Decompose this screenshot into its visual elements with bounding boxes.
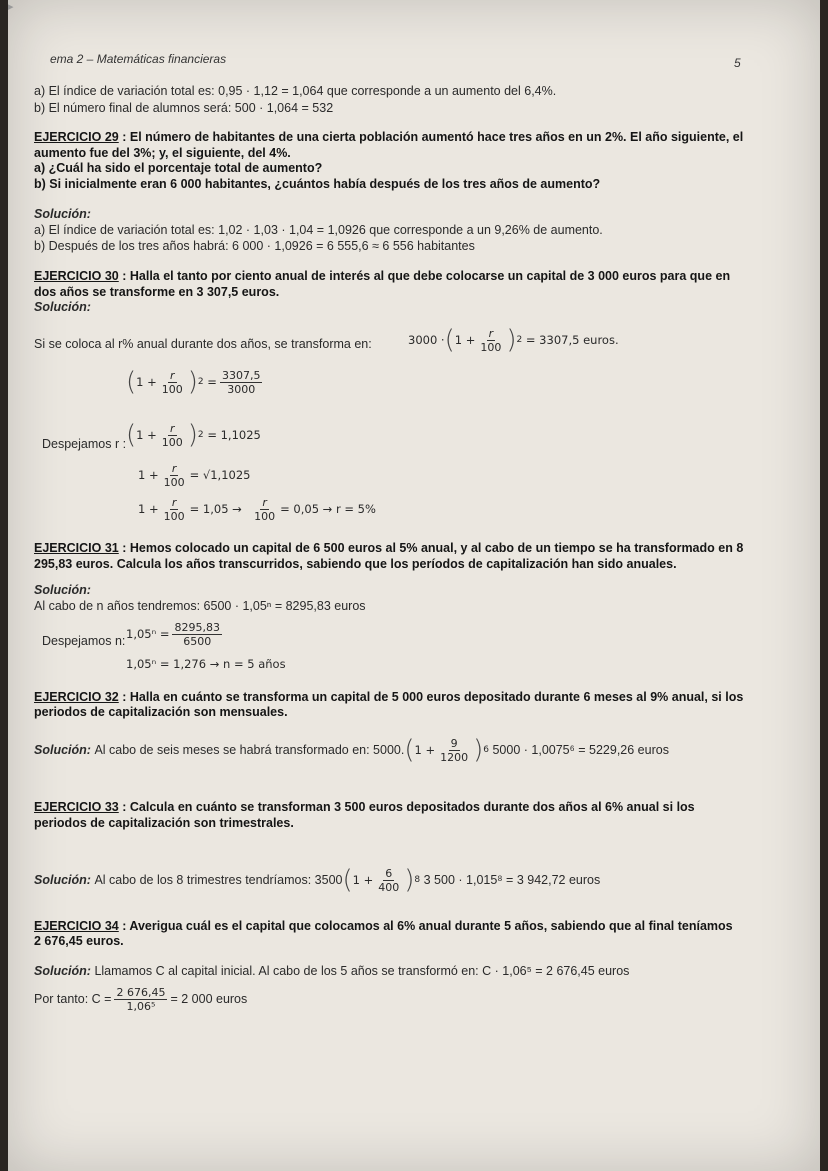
exercise-label: EJERCICIO 29	[34, 130, 119, 144]
formula-text: = 1,05 →	[189, 502, 242, 516]
exercise-text: periodos de capitalización son mensuales.	[34, 705, 288, 719]
exercise-33	[34, 800, 695, 814]
formula	[126, 616, 225, 652]
solution-heading: Solución:	[34, 743, 91, 757]
line: a) El índice de variación total es: 1,02 · 1,03 · 1,04 = 1,0926 que corresponde a un 9,26% de aumento.	[34, 223, 603, 237]
exercise-label: EJERCICIO 30	[34, 269, 119, 283]
document-page	[8, 0, 820, 1171]
solution-line	[34, 858, 600, 902]
formula-text: 1,05ⁿ =	[126, 627, 170, 641]
line: Por tanto: C =	[34, 992, 112, 1006]
line: Despejamos n:	[42, 634, 126, 648]
solution-heading: Solución:	[34, 873, 91, 887]
exercise-question: a) ¿Cuál ha sido el porcentaje total de aumento?	[34, 161, 323, 175]
fraction-denominator: 6500	[183, 634, 212, 648]
exercise-question: b) Si inicialmente eran 6 000 habitantes, ¿cuántos había después de los tres años de aumento?	[34, 177, 601, 191]
exercise-text: : Hemos colocado un capital de 6 500 euros al 5% anual, y al cabo de un tiempo se ha transformado en 8	[122, 541, 744, 555]
solution-heading: Solución:	[34, 300, 91, 314]
exercise-34	[34, 919, 733, 933]
line: b) El número final de alumnos será: 500 · 1,064 = 532	[34, 101, 334, 115]
fold-mark: ▸	[8, 1, 14, 13]
page-number: 5	[734, 56, 741, 70]
solution-heading: Solución:	[34, 207, 91, 221]
formula: 1 + $\frac{r}{100}$ = √1,1025	[138, 461, 251, 489]
exercise-text: 2 676,45 euros.	[34, 934, 124, 948]
line: Al cabo de seis meses se habrá transformado en: 5000.	[94, 743, 405, 757]
exercise-label: EJERCICIO 34	[34, 919, 119, 933]
exercise-text: : Halla en cuánto se transforma un capital de 5 000 euros depositado durante 6 meses al 9% anual, si los	[122, 690, 744, 704]
exercise-text: aumento fue del 3%; y, el siguiente, del 4%.	[34, 146, 291, 160]
formula-text: 3000 ·	[408, 333, 445, 347]
exercise-label: EJERCICIO 33	[34, 800, 119, 814]
line: = 2 000 euros	[170, 992, 248, 1006]
fraction-numerator: 3307,5	[221, 368, 261, 382]
exercise-text: : Halla el tanto por ciento anual de interés al que debe colocarse un capital de 3 000 euros para que en	[122, 269, 731, 283]
solution-heading: Solución:	[34, 964, 91, 978]
solution-line	[34, 980, 247, 1018]
formula-text: = 0,05 → r = 5%	[280, 502, 376, 516]
solution-heading: Solución:	[34, 583, 91, 597]
exercise-text: periodos de capitalización son trimestrales.	[34, 816, 294, 830]
formula: ( 1 + $\frac{r}{100}$ ) 2 = $\frac{3307,5}{3000}$	[126, 367, 261, 397]
fraction	[114, 986, 167, 1013]
formula: 1,05ⁿ = 1,276 → n = 5 años	[126, 657, 286, 671]
fraction-denominator: 1,06⁵	[126, 999, 156, 1013]
fraction-numerator: 8295,83	[174, 620, 220, 634]
exercise-31	[34, 541, 743, 555]
exercise-30	[34, 269, 730, 283]
page-header-title: ema 2 – Matemáticas financieras	[50, 52, 227, 66]
line: Al cabo de los 8 trimestres tendríamos: 3500	[94, 873, 343, 887]
exercise-text: dos años se transforme en 3 307,5 euros.	[34, 285, 280, 299]
formula-text: = 1,1025	[207, 428, 261, 442]
line: Llamamos C al capital inicial. Al cabo de los 5 años se transformó en: C · 1,06⁵ = 2 676,45 euros	[94, 964, 630, 978]
formula: 1 + $\frac{r}{100}$ = 1,05 → $\frac{r}{100}$ = 0,05 → r = 5%	[138, 495, 376, 523]
formula-text: = √1,1025	[189, 468, 251, 482]
exercise-text: : Averigua cuál es el capital que colocamos al 6% anual durante 5 años, sabiendo que al final teníamos	[122, 919, 733, 933]
line: b) Después de los tres años habrá: 6 000 · 1,0926 = 6 555,6 ≈ 6 556 habitantes	[34, 239, 475, 253]
line: 5000 · 1,0075⁶ = 5229,26 euros	[492, 743, 669, 757]
formula-text: = 3307,5 euros.	[525, 333, 619, 347]
line: Si se coloca al r% anual durante dos años, se transforma en:	[34, 337, 372, 351]
exercise-label: EJERCICIO 31	[34, 541, 119, 555]
exercise-text: 295,83 euros. Calcula los años transcurridos, sabiendo que los períodos de capitalización han sido anuales.	[34, 557, 677, 571]
exercise-32	[34, 690, 743, 704]
line: 3 500 · 1,015⁸ = 3 942,72 euros	[423, 873, 601, 887]
line: a) El índice de variación total es: 0,95 · 1,12 = 1,064 que corresponde a un aumento del 6,4%.	[34, 84, 557, 98]
exercise-text: : El número de habitantes de una cierta población aumentó hace tres años en un 2%. El año siguiente, el	[122, 130, 744, 144]
fraction-denominator: 3000	[227, 382, 256, 396]
exercise-29	[34, 130, 743, 144]
formula: ( 1 + $\frac{r}{100}$ ) 2 = 1,1025	[126, 420, 261, 450]
formula: 3000 · ( 1 + $\frac{r}{100}$ ) 2 = 3307,5 euros.	[408, 325, 619, 355]
formula: ( 1 + $\frac{6}{400}$ ) 8	[342, 865, 421, 895]
solution-line	[34, 964, 629, 978]
line: Despejamos r :	[42, 437, 127, 451]
solution-line	[34, 728, 669, 772]
formula: ( 1 + $\frac{9}{1200}$ ) 6	[404, 735, 489, 765]
exercise-label: EJERCICIO 32	[34, 690, 119, 704]
fraction-numerator: 2 676,45	[116, 985, 166, 999]
exercise-text: : Calcula en cuánto se transforman 3 500 euros depositados durante dos años al 6% anual si los	[122, 800, 695, 814]
line: Al cabo de n años tendremos: 6500 · 1,05ⁿ = 8295,83 euros	[34, 599, 366, 613]
